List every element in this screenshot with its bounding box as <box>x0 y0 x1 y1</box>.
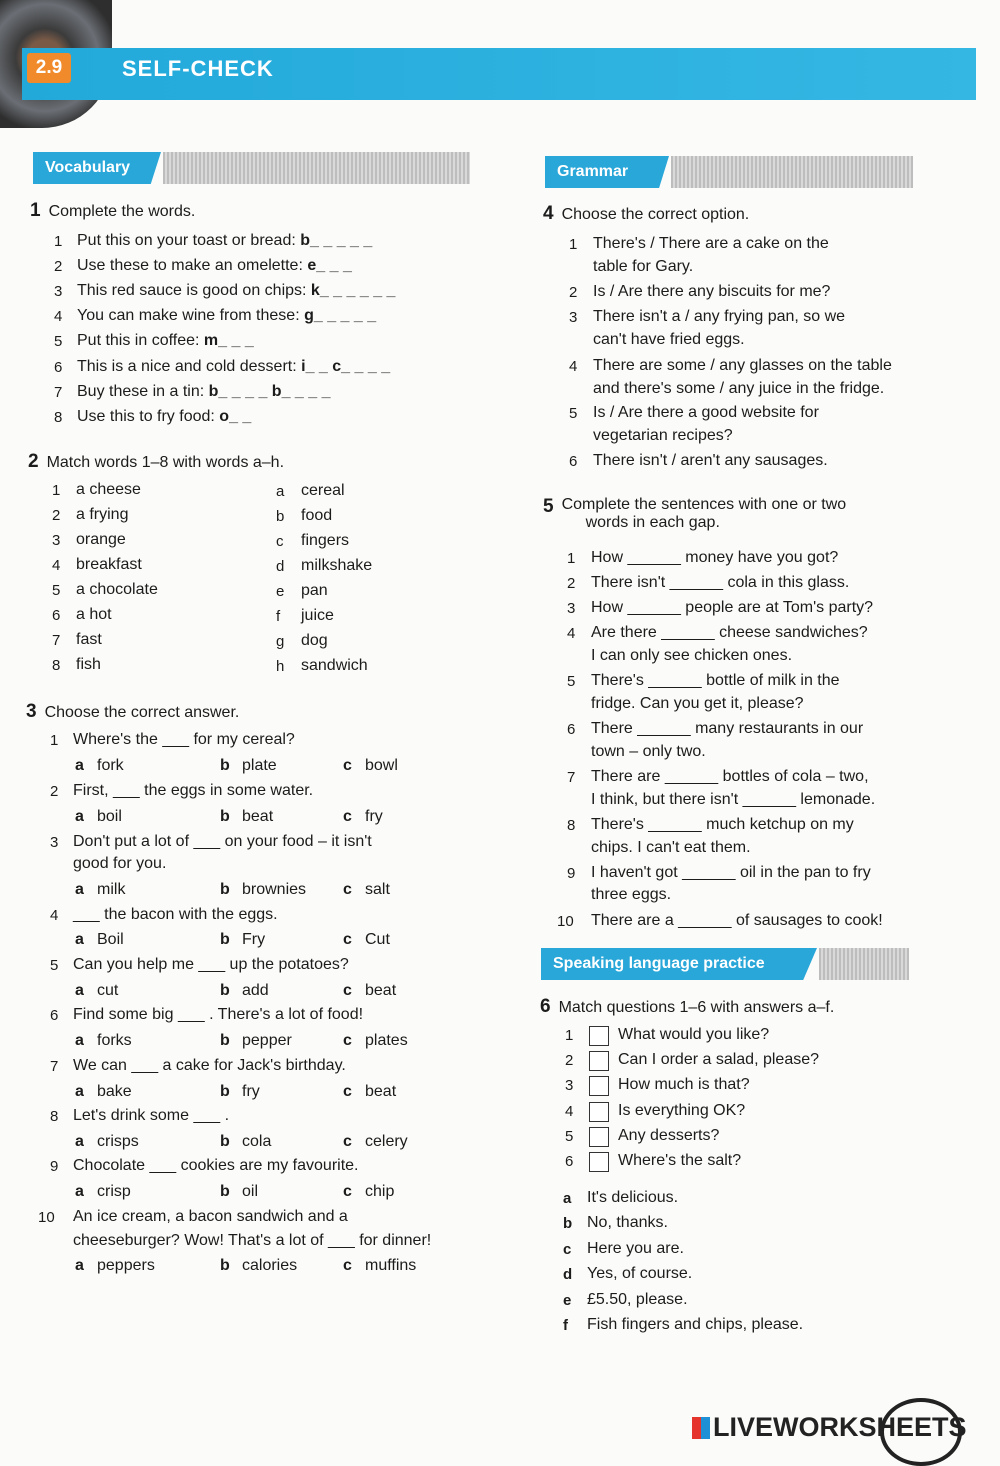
ex3-option-text: crisp <box>97 1183 131 1200</box>
ex2-heading <box>28 451 284 473</box>
ex3-option[interactable]: c beat <box>343 1083 397 1100</box>
ex3-option-text: beat <box>365 982 397 999</box>
ex6-question-text: How much is that? <box>618 1076 750 1093</box>
ex5-item-line[interactable]: There are ______ bottles of cola – two, <box>591 768 869 785</box>
ex3-option-text: brownies <box>242 881 307 898</box>
ex3-option-text: forks <box>97 1032 132 1049</box>
ex5-item-line[interactable]: I haven't got ______ oil in the pan to fry <box>591 864 871 881</box>
page-number-circle <box>880 1398 962 1466</box>
ex5-item-line[interactable]: three eggs. <box>591 886 672 903</box>
speaking-label: Speaking language practice <box>541 948 909 980</box>
ex1-item-text: Put this on your toast or bread: <box>77 232 296 249</box>
ex2-right-letter: a <box>276 483 285 500</box>
ex2-left-word: a frying <box>76 506 129 523</box>
ex3-option[interactable]: b plate <box>220 757 277 774</box>
ex5-item-line[interactable]: There's ______ much ketchup on my <box>591 816 854 833</box>
ex2-number: 2 <box>28 451 39 472</box>
liveworksheets-logo: LIVEWORKSHEETS <box>692 1412 967 1443</box>
ex5-item-line[interactable]: There isn't ______ cola in this glass. <box>591 574 850 591</box>
ex3-option[interactable]: c beat <box>343 982 397 999</box>
ex3-option[interactable]: a bake <box>75 1083 132 1100</box>
ex1-answer-blank[interactable]: k_ _ _ _ _ _ <box>310 282 396 299</box>
ex2-right-word: pan <box>301 582 328 599</box>
ex5-item-line[interactable]: There ______ many restaurants in our <box>591 720 864 737</box>
ex5-item-number: 3 <box>567 600 576 617</box>
ex2-right-word: sandwich <box>301 657 368 674</box>
ex2-left-word: a cheese <box>76 481 141 498</box>
ex1-answer-blank[interactable]: o_ _ <box>219 408 252 425</box>
ex2-left-word: a chocolate <box>76 581 158 598</box>
ex4-number: 4 <box>543 203 554 224</box>
instruction-line: Complete the sentences with one or two <box>561 496 847 513</box>
ex2-right-letter: b <box>276 508 285 525</box>
ex3-option[interactable]: b brownies <box>220 881 307 898</box>
ex4-item-number: 6 <box>569 453 578 470</box>
ex6-answer-box[interactable] <box>589 1051 609 1071</box>
ex3-option[interactable]: b oil <box>220 1183 259 1200</box>
ex6-question-text: Where's the salt? <box>618 1152 742 1169</box>
ex6-answer-text: No, thanks. <box>587 1214 668 1231</box>
ex3-item-number: 1 <box>50 732 59 749</box>
ex4-item-line[interactable]: and there's some / any juice in the fridge. <box>593 380 885 397</box>
ex5-item-number: 4 <box>567 625 576 642</box>
ex6-question-number: 1 <box>565 1027 574 1044</box>
ex2-left-number: 3 <box>52 532 61 549</box>
ex3-option-text: Cut <box>365 931 390 948</box>
ex3-item-number: 6 <box>50 1007 59 1024</box>
ex6-answer-letter: d <box>563 1266 573 1283</box>
ex6-answer-letter: e <box>563 1292 572 1309</box>
ex4-item-line[interactable]: vegetarian recipes? <box>593 427 733 444</box>
ex3-option-text: crisps <box>97 1133 139 1150</box>
ex3-item-number: 3 <box>50 834 59 851</box>
ex3-question-line: We can ___ a cake for Jack's birthday. <box>73 1057 346 1074</box>
ex3-option-text: oil <box>242 1183 259 1200</box>
ex3-question-line: Where's the ___ for my cereal? <box>73 731 295 748</box>
ex2-left-number: 4 <box>52 557 61 574</box>
ex2-right-word: dog <box>301 632 328 649</box>
ex4-item-line[interactable]: There isn't / aren't any sausages. <box>593 452 828 469</box>
ex3-number: 3 <box>26 701 37 722</box>
ex6-answer-letter: b <box>563 1215 573 1232</box>
ex5-item-line[interactable]: fridge. Can you get it, please? <box>591 695 804 712</box>
ex3-option-text: boil <box>97 808 122 825</box>
ex6-question-text: What would you like? <box>618 1026 770 1043</box>
ex3-option[interactable]: b Fry <box>220 931 266 948</box>
ex5-item-line[interactable]: There are a ______ of sausages to cook! <box>591 912 883 929</box>
ex1-heading <box>30 200 195 222</box>
ex1-item-text: Use these to make an omelette: <box>77 257 303 274</box>
ex3-option[interactable]: b calories <box>220 1257 298 1274</box>
ex5-item-line[interactable]: There's ______ bottle of milk in the <box>591 672 840 689</box>
ex1-answer-blank[interactable]: g_ _ _ _ _ <box>304 307 377 324</box>
ex6-answer-box[interactable] <box>589 1102 609 1122</box>
ex3-option-text: cut <box>97 982 119 999</box>
ex3-option[interactable]: c salt <box>343 881 390 898</box>
ex5-item-number: 7 <box>567 769 576 786</box>
ex1-item-number: 8 <box>54 409 63 426</box>
ex6-answer-box[interactable] <box>589 1152 609 1172</box>
ex6-answer-box[interactable] <box>589 1127 609 1147</box>
ex3-option-text: peppers <box>97 1257 155 1274</box>
ex3-item-number: 10 <box>38 1209 55 1226</box>
ex3-option[interactable]: c chip <box>343 1183 395 1200</box>
ex3-option-text: plate <box>242 757 277 774</box>
ex1-answer-blank[interactable]: b_ _ _ _ b_ _ _ _ <box>208 383 331 400</box>
grammar-label: Grammar <box>545 156 913 188</box>
ex3-option[interactable]: b pepper <box>220 1032 292 1049</box>
ex3-option[interactable]: c plates <box>343 1032 408 1049</box>
ex4-item-line[interactable]: can't have fried eggs. <box>593 331 745 348</box>
ex6-heading <box>540 996 834 1018</box>
ex4-item-line[interactable]: There are some / any glasses on the table <box>593 357 892 374</box>
ex3-option[interactable]: a forks <box>75 1032 132 1049</box>
page-title: SELF-CHECK <box>122 56 274 81</box>
ex6-question-text: Any desserts? <box>618 1127 720 1144</box>
ex3-item-number: 8 <box>50 1108 59 1125</box>
ex2-right-word: juice <box>301 607 334 624</box>
ex5-instruction <box>562 496 847 532</box>
ex1-item <box>77 408 251 426</box>
ex4-instruction: Choose the correct option. <box>561 206 750 223</box>
instruction-line: words in each gap. <box>585 514 720 531</box>
ex3-option[interactable]: a milk <box>75 881 126 898</box>
ex5-item-number: 9 <box>567 865 576 882</box>
ex2-right-word: cereal <box>301 482 345 499</box>
ex1-answer-blank[interactable]: m_ _ _ <box>203 332 254 349</box>
ex2-left-number: 7 <box>52 632 61 649</box>
ex1-item <box>77 232 372 250</box>
ex1-number: 1 <box>30 200 41 221</box>
ex6-question-text: Can I order a salad, please? <box>618 1051 820 1068</box>
ex3-option[interactable]: a Boil <box>75 931 124 948</box>
ex1-item-text: Put this in coffee: <box>77 332 200 349</box>
ex5-item-number: 6 <box>567 721 576 738</box>
ex2-right-letter: h <box>276 658 285 675</box>
ex1-item-text: This red sauce is good on chips: <box>77 282 307 299</box>
ex4-item-line[interactable]: Is / Are there any biscuits for me? <box>593 283 831 300</box>
ex4-item-number: 1 <box>569 236 578 253</box>
ex5-number: 5 <box>543 496 554 517</box>
vocabulary-label: Vocabulary <box>33 152 470 184</box>
ex3-question-line: An ice cream, a bacon sandwich and a <box>73 1208 348 1225</box>
ex1-item <box>77 383 331 401</box>
ex3-option-text: muffins <box>365 1257 417 1274</box>
ex1-item-text: Use this to fry food: <box>77 408 215 425</box>
ex5-item-number: 8 <box>567 817 576 834</box>
ex6-question-number: 4 <box>565 1103 574 1120</box>
ex2-right-word: fingers <box>301 532 350 549</box>
ex3-option[interactable]: a crisps <box>75 1133 139 1150</box>
ex6-answer-letter: a <box>563 1190 572 1207</box>
ex1-item-number: 5 <box>54 333 63 350</box>
ex5-item-line[interactable]: town – only two. <box>591 743 706 760</box>
ex4-item-number: 2 <box>569 284 578 301</box>
ex3-question-line: Don't put a lot of ___ on your food – it isn't <box>73 833 372 850</box>
ex3-option[interactable]: c Cut <box>343 931 390 948</box>
ex3-option-text: Boil <box>97 931 124 948</box>
ex3-option-text: Fry <box>242 931 266 948</box>
ex3-option-text: milk <box>97 881 126 898</box>
ex3-option-text: fork <box>97 757 124 774</box>
ex3-option[interactable]: c celery <box>343 1133 408 1150</box>
ex6-question-text: Is everything OK? <box>618 1102 746 1119</box>
ex1-answer-blank[interactable]: b_ _ _ _ _ <box>300 232 373 249</box>
ex1-item <box>77 257 352 275</box>
ex1-item <box>77 358 390 376</box>
ex3-option-text: cola <box>242 1133 272 1150</box>
ex4-item-line[interactable]: There's / There are a cake on the <box>593 235 829 252</box>
ex3-instruction: Choose the correct answer. <box>44 704 240 721</box>
ex1-item <box>77 282 395 300</box>
ex6-instruction: Match questions 1–6 with answers a–f. <box>558 999 835 1016</box>
ex3-option-text: calories <box>242 1257 298 1274</box>
ex3-option-text: beat <box>365 1083 397 1100</box>
ex3-option[interactable]: c muffins <box>343 1257 417 1274</box>
ex2-left-word: orange <box>76 531 126 548</box>
ex1-answer-blank[interactable]: e_ _ _ <box>307 257 352 274</box>
ex2-left-number: 5 <box>52 582 61 599</box>
ex3-option-text: bowl <box>365 757 398 774</box>
ex6-answer-letter: f <box>563 1317 568 1334</box>
ex3-item-number: 7 <box>50 1058 59 1075</box>
ex6-answer-box[interactable] <box>589 1076 609 1096</box>
ex3-option[interactable]: b fry <box>220 1083 260 1100</box>
ex1-item-number: 1 <box>54 233 63 250</box>
ex5-item-line[interactable]: Are there ______ cheese sandwiches? <box>591 624 868 641</box>
section-badge: 2.9 <box>27 53 71 83</box>
ex1-item-text: Buy these in a tin: <box>77 383 205 400</box>
ex3-option-text: fry <box>365 808 383 825</box>
ex4-item-line[interactable]: Is / Are there a good website for <box>593 404 819 421</box>
ex6-answer-text: Fish fingers and chips, please. <box>587 1316 804 1333</box>
ex3-question-line: Let's drink some ___ . <box>73 1107 230 1124</box>
ex2-left-word: breakfast <box>76 556 142 573</box>
ex2-right-word: food <box>301 507 333 524</box>
ex3-option[interactable]: a cut <box>75 982 119 999</box>
ex6-answer-box[interactable] <box>589 1026 609 1046</box>
ex6-question-number: 2 <box>565 1052 574 1069</box>
ex3-question-line: Chocolate ___ cookies are my favourite. <box>73 1157 359 1174</box>
ex5-item-number: 2 <box>567 575 576 592</box>
ex3-option-text: celery <box>365 1133 408 1150</box>
ex2-left-word: fast <box>76 631 102 648</box>
ex5-item-line[interactable]: How ______ people are at Tom's party? <box>591 599 874 616</box>
ex1-item-number: 3 <box>54 283 63 300</box>
ex2-left-word: a hot <box>76 606 112 623</box>
ex2-left-word: fish <box>76 656 101 673</box>
ex3-option-text: pepper <box>242 1032 292 1049</box>
ex3-question-line: cheeseburger? Wow! That's a lot of ___ for dinner! <box>73 1232 432 1249</box>
ex1-item-number: 7 <box>54 384 63 401</box>
ex3-item-number: 4 <box>50 907 59 924</box>
ex5-item-line[interactable]: How ______ money have you got? <box>591 549 839 566</box>
ex2-instruction: Match words 1–8 with words a–h. <box>46 454 285 471</box>
ex6-answer-text: £5.50, please. <box>587 1291 688 1308</box>
ex4-item-line[interactable]: table for Gary. <box>593 258 694 275</box>
ex3-question-line: ___ the bacon with the eggs. <box>73 906 278 923</box>
ex3-question-line: Find some big ___ . There's a lot of food! <box>73 1006 364 1023</box>
ex4-item-number: 4 <box>569 358 578 375</box>
ex4-item-line[interactable]: There isn't a / any frying pan, so we <box>593 308 846 325</box>
ex6-answer-letter: c <box>563 1241 572 1258</box>
ex1-item-number: 6 <box>54 359 63 376</box>
ex3-option-text: fry <box>242 1083 260 1100</box>
ex2-left-number: 8 <box>52 657 61 674</box>
ex3-item-number: 2 <box>50 783 59 800</box>
ex3-option-text: beat <box>242 808 274 825</box>
ex5-item-number: 5 <box>567 673 576 690</box>
ex3-option-text: bake <box>97 1083 132 1100</box>
ex2-left-number: 2 <box>52 507 61 524</box>
ex2-right-letter: c <box>276 533 284 550</box>
ex1-item <box>77 307 376 325</box>
ex3-option-text: plates <box>365 1032 408 1049</box>
ex3-option[interactable]: c fry <box>343 808 383 825</box>
ex1-item <box>77 332 254 350</box>
ex3-option-text: chip <box>365 1183 395 1200</box>
ex5-item-number: 10 <box>557 913 574 930</box>
ex2-right-letter: g <box>276 633 285 650</box>
ex5-item-line[interactable]: chips. I can't eat them. <box>591 839 751 856</box>
ex1-item-text: You can make wine from these: <box>77 307 300 324</box>
ex3-question-line: Can you help me ___ up the potatoes? <box>73 956 349 973</box>
ex5-item-number: 1 <box>567 550 576 567</box>
ex3-question-line: good for you. <box>73 855 167 872</box>
ex3-option[interactable]: a crisp <box>75 1183 131 1200</box>
ex1-item-number: 2 <box>54 258 63 275</box>
ex1-answer-blank[interactable]: i_ _ c_ _ _ _ <box>301 358 391 375</box>
ex2-right-letter: e <box>276 583 285 600</box>
ex3-option[interactable]: a peppers <box>75 1257 155 1274</box>
ex5-item-line[interactable]: I can only see chicken ones. <box>591 647 793 664</box>
ex3-option[interactable]: a boil <box>75 808 122 825</box>
ex1-item-text: This is a nice and cold dessert: <box>77 358 297 375</box>
ex6-question-number: 5 <box>565 1128 574 1145</box>
ex3-item-number: 9 <box>50 1158 59 1175</box>
ex3-option[interactable]: b add <box>220 982 269 999</box>
ex3-option[interactable]: b beat <box>220 808 274 825</box>
ex1-instruction: Complete the words. <box>48 203 196 220</box>
ex2-right-word: milkshake <box>301 557 373 574</box>
ex6-question-number: 6 <box>565 1153 574 1170</box>
ex4-heading <box>543 203 749 225</box>
ex2-right-letter: d <box>276 558 285 575</box>
ex3-option[interactable]: b cola <box>220 1133 272 1150</box>
ex2-left-number: 6 <box>52 607 61 624</box>
ex3-option[interactable]: c bowl <box>343 757 398 774</box>
ex1-item-number: 4 <box>54 308 63 325</box>
ex3-option[interactable]: a fork <box>75 757 124 774</box>
ex2-left-number: 1 <box>52 482 61 499</box>
ex2-right-letter: f <box>276 608 281 625</box>
ex5-item-line[interactable]: I think, but there isn't ______ lemonade. <box>591 791 876 808</box>
ex6-answer-text: Yes, of course. <box>587 1265 693 1282</box>
ex4-item-number: 5 <box>569 405 578 422</box>
ex3-option-text: salt <box>365 881 390 898</box>
ex3-question-line: First, ___ the eggs in some water. <box>73 782 314 799</box>
ex6-answer-text: It's delicious. <box>587 1189 679 1206</box>
ex4-item-number: 3 <box>569 309 578 326</box>
ex3-item-number: 5 <box>50 957 59 974</box>
ex6-number: 6 <box>540 996 551 1017</box>
ex6-question-number: 3 <box>565 1077 574 1094</box>
ex5-heading <box>543 496 846 532</box>
ex6-answer-text: Here you are. <box>587 1240 684 1257</box>
ex3-heading <box>26 701 239 723</box>
ex3-option-text: add <box>242 982 269 999</box>
